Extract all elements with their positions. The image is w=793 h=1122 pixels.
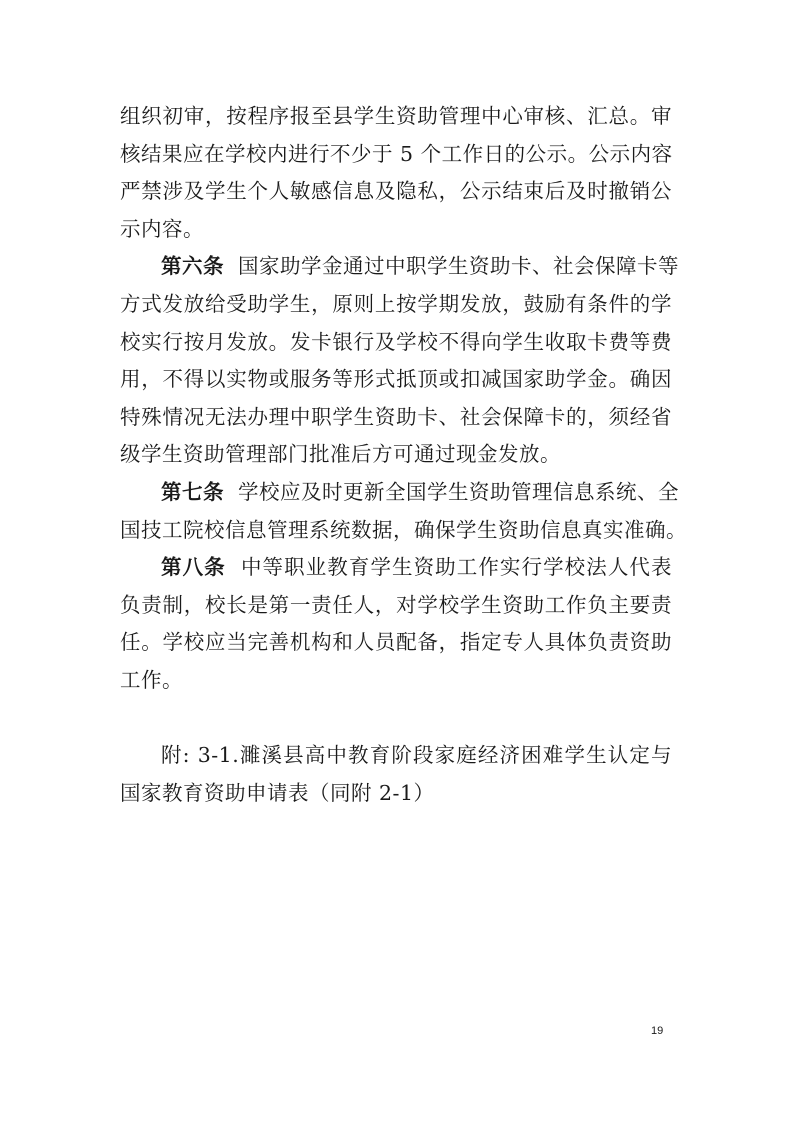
document-body	[120, 98, 687, 812]
article-text: 国家助学金通过中职学生资助卡、社会保障卡等	[238, 254, 680, 279]
article-8	[120, 549, 672, 699]
attachment-line: 附: 3-1.濉溪县高中教育阶段家庭经济困难学生认定与	[161, 743, 672, 768]
article-6	[120, 248, 680, 474]
paragraph-line: 组织初审，按程序报至县学生资助管理中心审核、汇总。审	[120, 104, 672, 128]
article-line: 方式发放给受助学生，原则上按学期发放，鼓励有条件的学	[120, 291, 672, 316]
article-line: 任。学校应当完善机构和人员配备，指定专人具体负责资助	[120, 630, 672, 655]
article-text: 中等职业教育学生资助工作实行学校法人代表	[240, 555, 672, 580]
article-line	[120, 549, 672, 587]
article-text: 学校应及时更新全国学生资助管理信息系统、全	[238, 479, 680, 504]
article-line: 特殊情况无法办理中职学生资助卡、社会保障卡的，须经省	[120, 404, 672, 429]
article-line: 工作。	[120, 667, 183, 692]
article-line: 级学生资助管理部门批准后方可通过现金发放。	[120, 442, 561, 467]
article-7	[120, 474, 687, 549]
paragraph-line: 示内容。	[120, 216, 204, 241]
attachment-line: 国家教育资助申请表（同附 2-1）	[120, 780, 435, 805]
paragraph-line: 核结果应在学校内进行不少于 5 个工作日的公示。公示内容	[120, 141, 673, 166]
article-heading: 第八条	[161, 555, 226, 580]
article-line	[120, 474, 680, 512]
article-heading: 第七条	[161, 479, 224, 504]
article-line	[120, 248, 680, 286]
paragraph-line: 严禁涉及学生个人敏感信息及隐私，公示结束后及时撤销公	[120, 179, 672, 204]
article-line: 负责制，校长是第一责任人，对学校学生资助工作负主要责	[120, 592, 672, 617]
paragraph-continued	[120, 98, 672, 248]
page-number: 19	[651, 1025, 664, 1037]
article-line: 校实行按月发放。发卡银行及学校不得向学生收取卡费等费	[120, 329, 672, 354]
article-line: 国技工院校信息管理系统数据，确保学生资助信息真实准确。	[120, 517, 687, 542]
article-heading: 第六条	[161, 254, 224, 279]
attachment-note	[120, 737, 672, 812]
article-line: 用，不得以实物或服务等形式抵顶或扣减国家助学金。确因	[120, 367, 672, 392]
blank-line	[120, 700, 672, 738]
